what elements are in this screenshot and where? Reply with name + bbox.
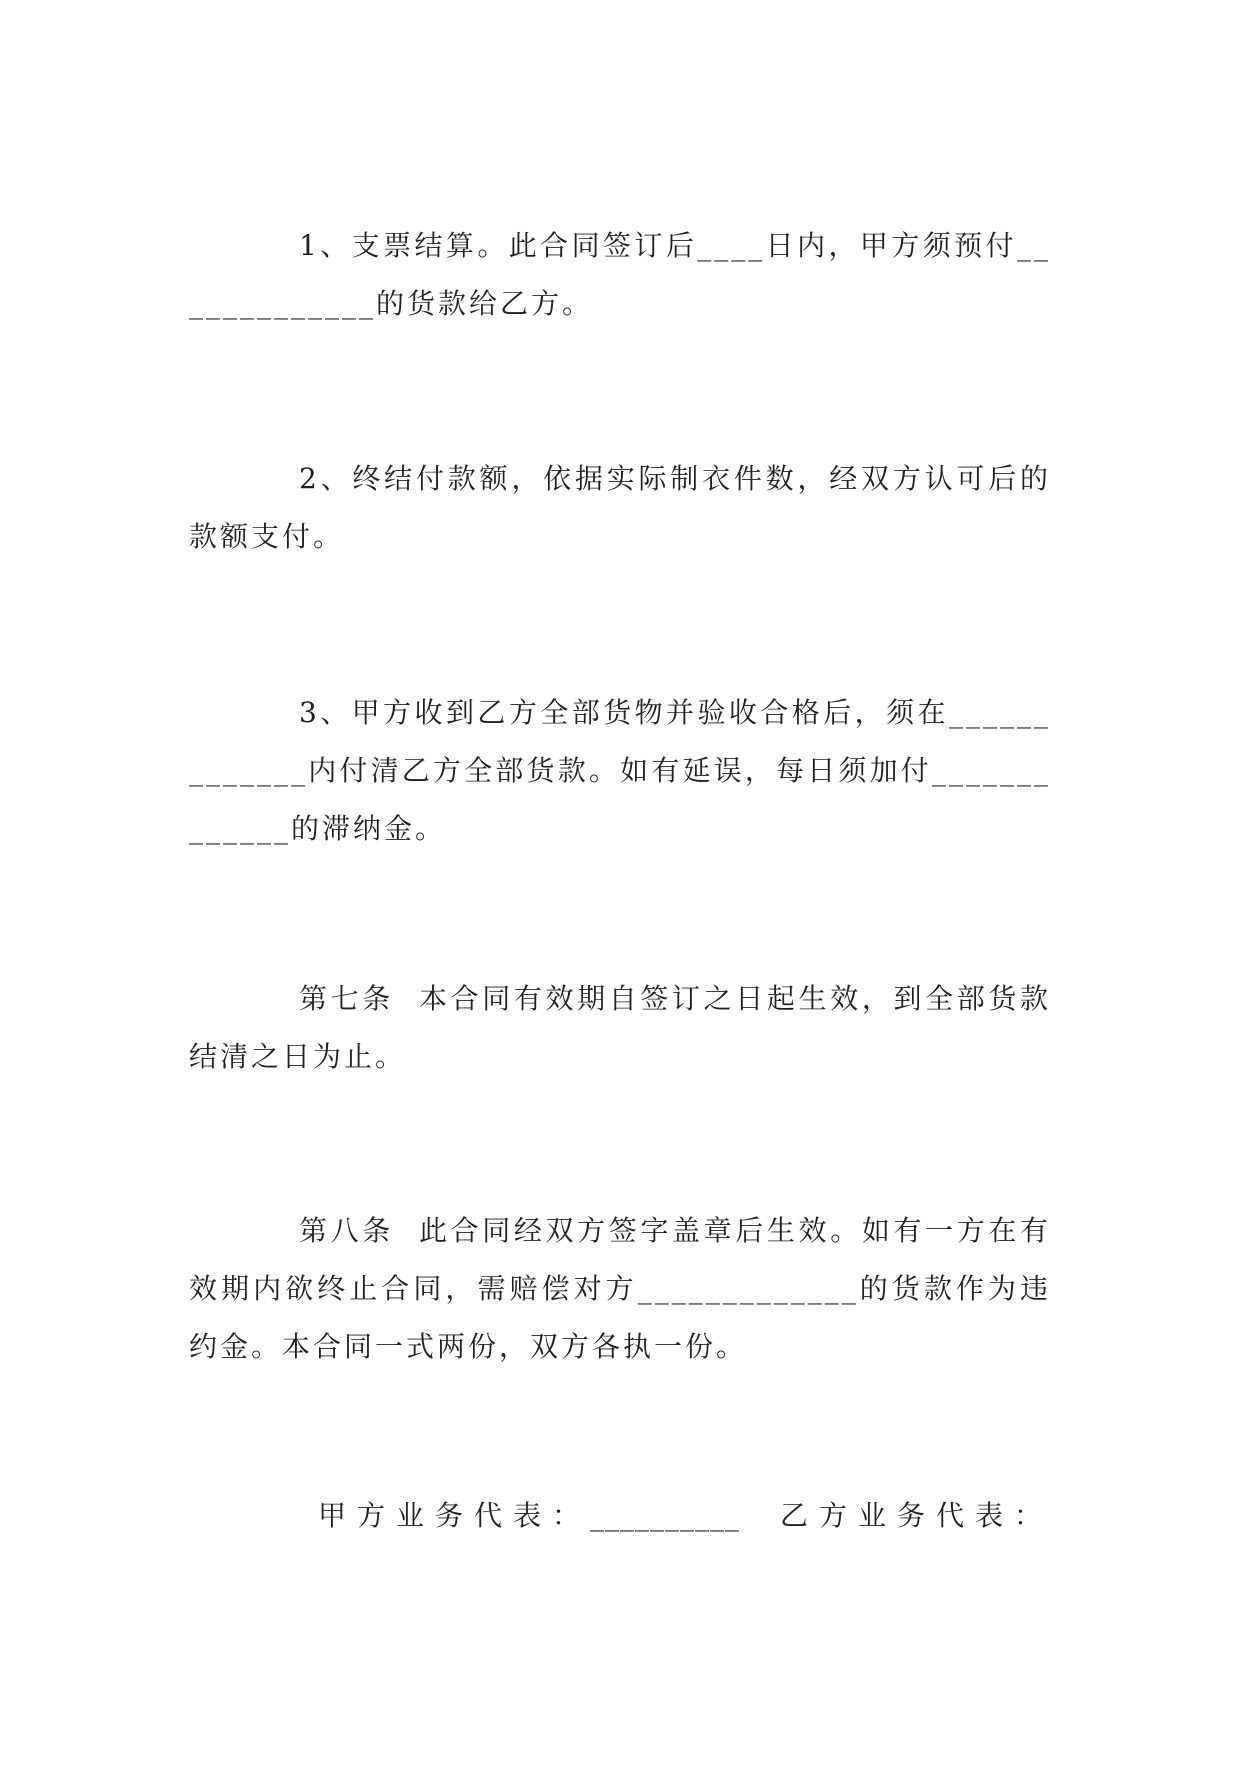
clause-payment-2: 2、终结付款额，依据实际制衣件数，经双方认可后的款额支付。 <box>189 462 1051 553</box>
clause-payment-3: 3、甲方收到乙方全部货物并验收合格后，须在_____________内付清乙方全部货款。如有延误，每日须加付_____________的滞纳金。 <box>189 696 1051 845</box>
signature-row <box>318 1487 1078 1545</box>
clause-article-7: 第七条 本合同有效期自签订之日起生效，到全部货款结清之日为止。 <box>189 982 1051 1073</box>
party-b-representative-label: 乙方业务代表： <box>780 1499 1054 1532</box>
party-a-representative-label: 甲方业务代表： <box>318 1499 592 1532</box>
clause-payment-1: 1、支票结算。此合同签订后____日内，甲方须预付_____________的货款给乙方。 <box>189 229 1051 320</box>
clause-article-8: 第八条 此合同经双方签字盖章后生效。如有一方在有效期内欲终止合同，需赔偿对方_____________的货款作为违约金。本合同一式两份，双方各执一份。 <box>189 1214 1051 1363</box>
party-a-signature-line: __________ <box>590 1499 740 1532</box>
